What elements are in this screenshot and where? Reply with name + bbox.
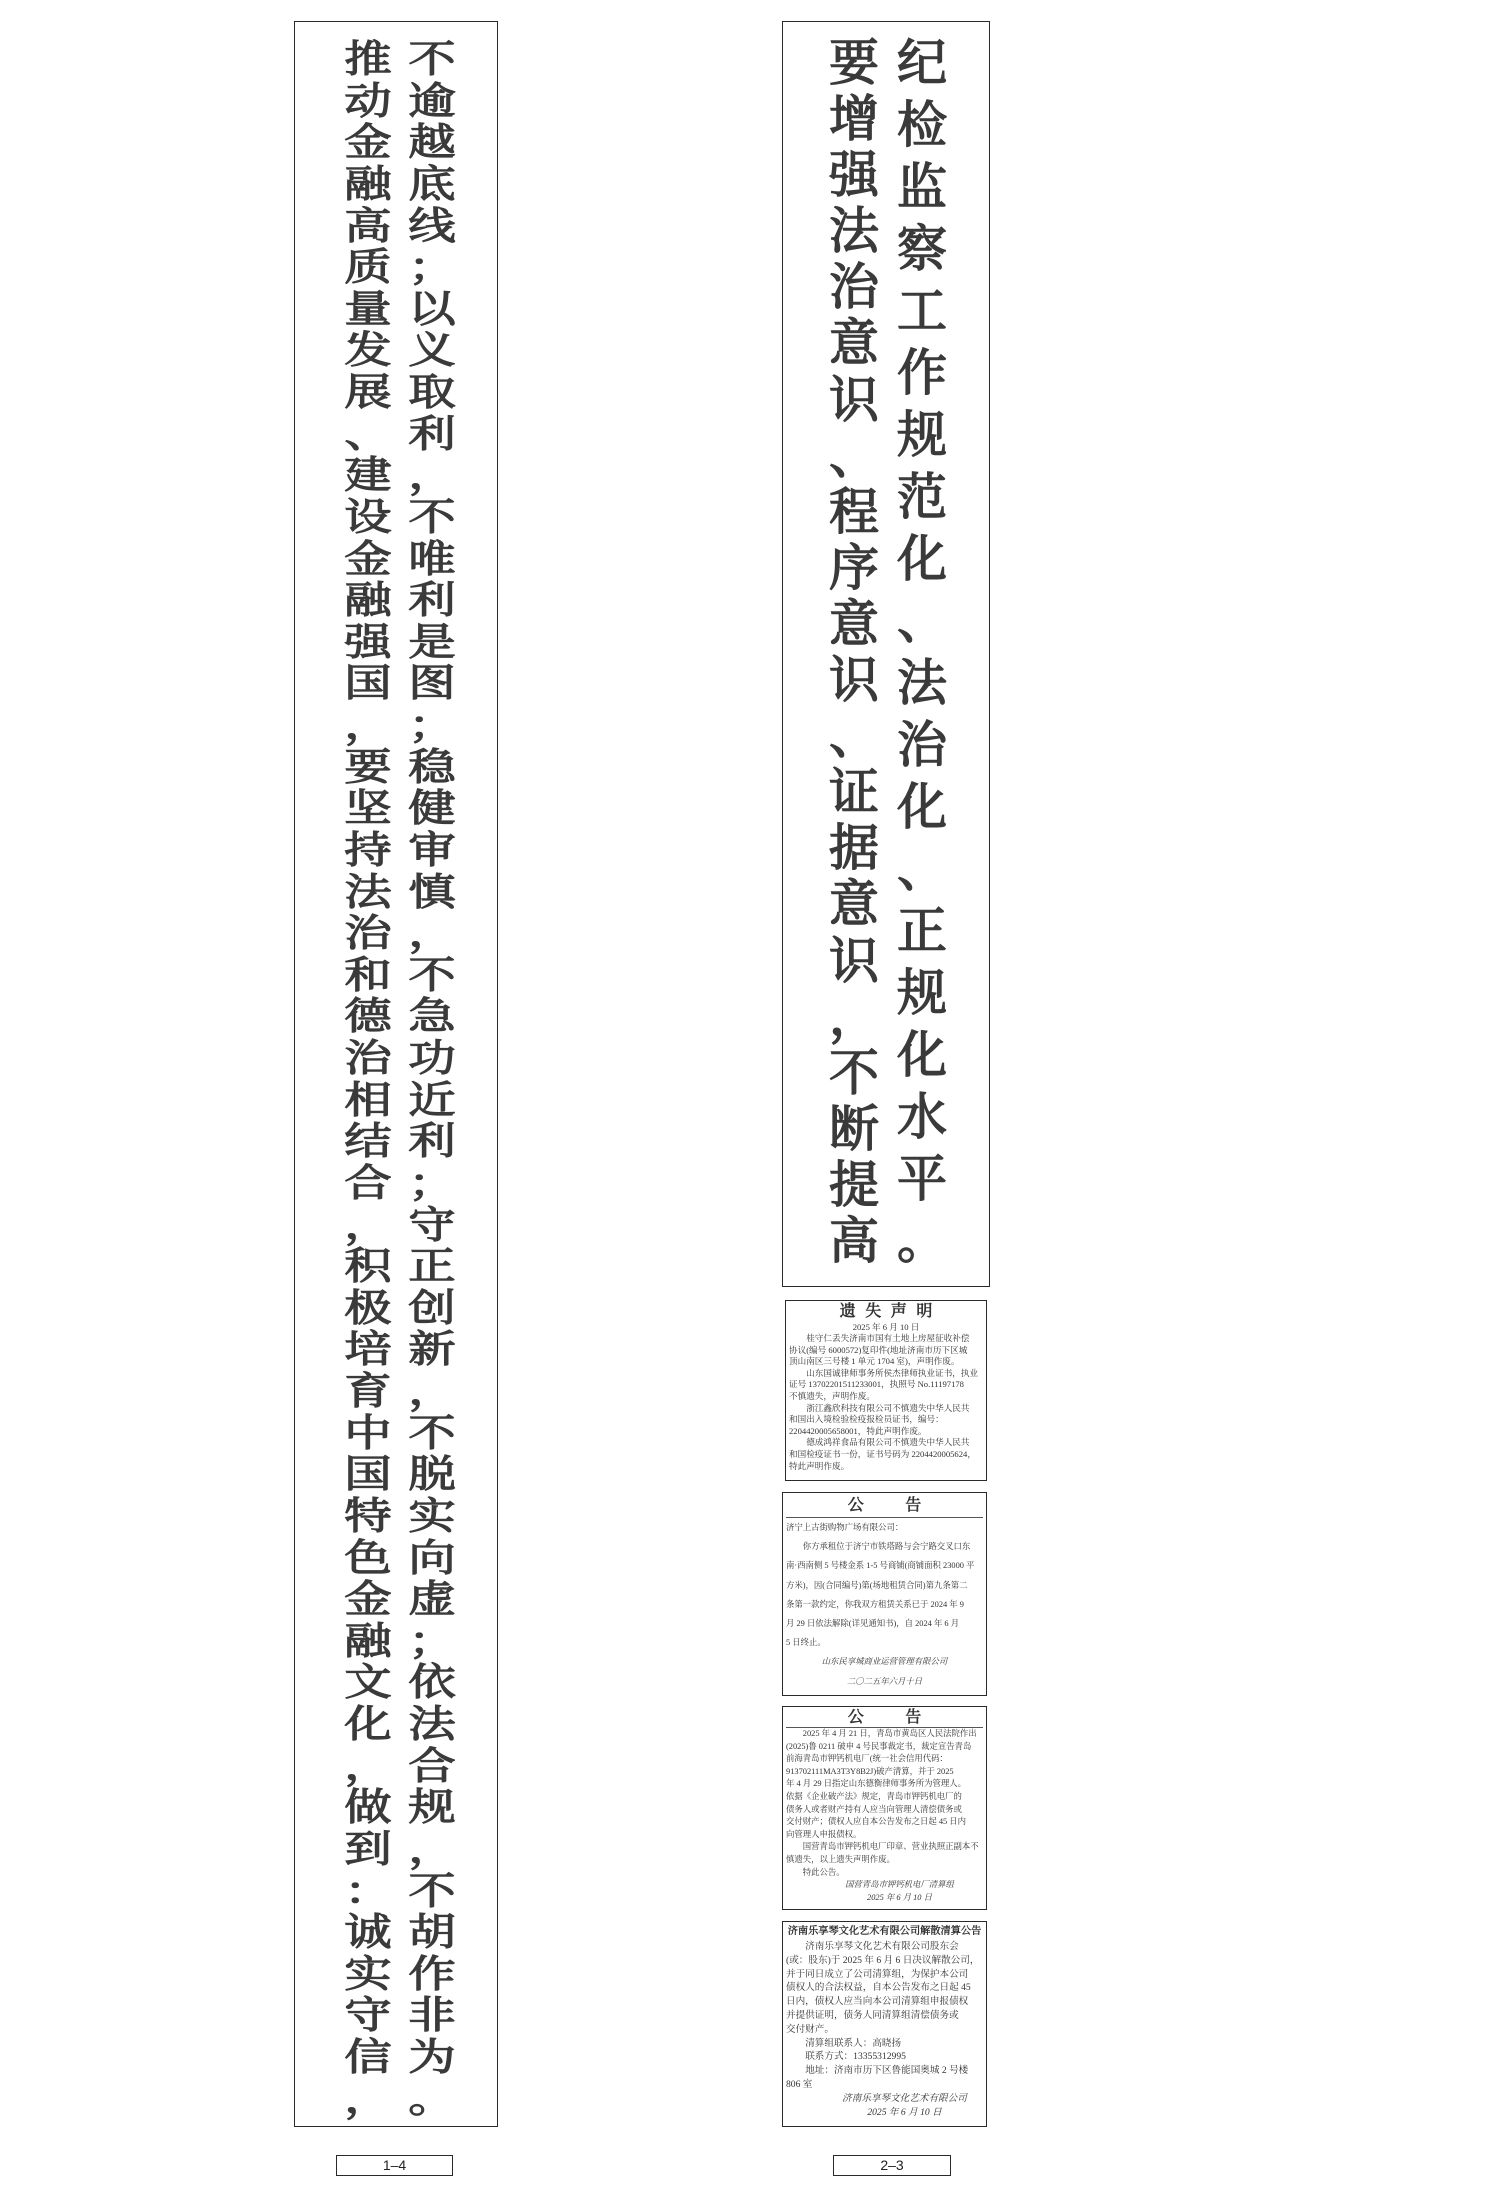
banner-character: 不	[408, 36, 456, 81]
left-banner-column-2	[402, 36, 462, 2121]
notice-line: 特此声明作废。	[789, 1460, 850, 1471]
banner-character: 高	[829, 1210, 879, 1270]
banner-character: ，	[408, 452, 456, 498]
notice-date: 二〇二五年六月十日	[846, 1676, 923, 1686]
notice-line: 方米)，因(合同编号)第(场地租赁合同)第九条第二	[786, 1580, 968, 1590]
banner-character: 向	[408, 1534, 456, 1580]
banner-character: 据	[829, 818, 879, 878]
banner-character: 要	[344, 743, 392, 789]
banner-character: 化	[897, 529, 947, 588]
banner-character: 正	[408, 1243, 456, 1289]
banner-character: 提	[829, 1154, 879, 1214]
banner-character: 强	[344, 618, 392, 664]
banner-character: 越	[408, 119, 456, 165]
banner-character: 到	[344, 1825, 392, 1871]
banner-character: 非	[408, 1992, 456, 2038]
banner-character: 量	[344, 285, 392, 331]
banner-character: 培	[344, 1326, 392, 1372]
banner-character: 水	[897, 1087, 947, 1146]
banner-character: 不	[408, 1867, 456, 1913]
banner-character: 法	[829, 201, 879, 261]
banner-character: 作	[897, 343, 947, 402]
banner-character: 发	[344, 327, 392, 373]
banner-character: 急	[408, 993, 456, 1039]
banner-character: 规	[408, 1784, 456, 1830]
notice-date: 2025 年 6 月 10 日	[852, 1322, 920, 1332]
lost-declaration-notice	[785, 1300, 987, 1481]
notice-paragraph	[786, 1940, 983, 2037]
banner-character: 、	[897, 591, 947, 650]
banner-character: 融	[344, 577, 392, 623]
banner-character: 化	[897, 1025, 947, 1084]
banner-character: 实	[408, 1492, 456, 1538]
notice-line: 并于同日成立了公司清算组，为保护本公司	[786, 1968, 969, 1980]
banner-character: 图	[408, 660, 456, 706]
banner-character: 序	[829, 537, 879, 597]
notice-line: 不慎遗失，声明作废。	[789, 1390, 875, 1401]
notice-line: 慎遗失，以上遗失声明作废。	[786, 1854, 895, 1864]
banner-character: 不	[408, 1409, 456, 1455]
notice-line: 顶山南区三号楼 1 单元 1704 室)，声明作废。	[789, 1356, 960, 1367]
banner-character: 结	[344, 1118, 392, 1164]
notice-paragraph	[789, 1437, 983, 1472]
banner-character: 推	[344, 36, 392, 81]
notice-line: 913702111MA3T3Y8B2J)破产清算，并于 2025	[786, 1766, 954, 1776]
banner-character: 增	[829, 89, 879, 149]
banner-character: ；	[408, 1617, 456, 1663]
banner-character: 证	[829, 762, 879, 822]
notice-line: 南·西南侧 5 号楼金系 1-5 号商铺(商铺面积 23000 平	[786, 1561, 975, 1571]
banner-character: 动	[344, 77, 392, 123]
banner-character: 断	[829, 1098, 879, 1158]
banner-character: 平	[897, 1149, 947, 1208]
banner-character: ，	[344, 702, 392, 747]
banner-character: 实	[344, 1950, 392, 1996]
notice-line: 交付财产。	[786, 2023, 834, 2035]
banner-character: 高	[344, 202, 392, 248]
notice-signature: 济南乐享琴文化艺术有限公司	[842, 2092, 967, 2104]
banner-character: 建	[344, 452, 392, 498]
notice-title: 济南乐享琴文化艺术有限公司解散清算公告	[787, 1926, 982, 1937]
banner-character: 利	[408, 577, 456, 623]
banner-character: ，	[408, 1368, 456, 1413]
notice-signature: 山东民享城商业运营管理有限公司	[821, 1657, 948, 1667]
banner-character: 唯	[408, 535, 456, 581]
banner-character: 检	[897, 95, 947, 154]
banner-character: 不	[408, 493, 456, 539]
banner-character: 为	[408, 2034, 456, 2079]
banner-character: 信	[344, 2034, 392, 2079]
banner-character: ，	[344, 1201, 392, 1247]
banner-character: 和	[344, 951, 392, 997]
right-banner-column-2	[897, 33, 947, 1270]
notice-line: 协议(编号 6000572)复印件(地址济南市历下区城	[789, 1344, 968, 1355]
notice-line: 和国检疫证书一份，证书号码为 2204420005624，	[789, 1448, 976, 1459]
notice-paragraph	[789, 1368, 983, 1403]
notice-line: 德成鸿祥食品有限公司不慎遗失中华人民共	[806, 1437, 970, 1448]
notice-line: 5 日终止。	[786, 1638, 826, 1648]
banner-character: 坚	[344, 785, 392, 831]
left-banner-column-1	[338, 36, 398, 2121]
banner-character: 察	[897, 219, 947, 278]
banner-character: 纪	[897, 33, 947, 92]
notice-line: 联系方式：13355312995	[805, 2051, 906, 2063]
banner-character: ；	[408, 244, 456, 290]
banner-character: 审	[408, 826, 456, 872]
banner-character: 极	[344, 1284, 392, 1330]
banner-character: 利	[408, 1118, 456, 1164]
notice-line: (2025)鲁 0211 破申 4 号民事裁定书，裁定宣告青岛	[786, 1741, 972, 1751]
banner-character: 不	[408, 951, 456, 997]
banner-character: 近	[408, 1076, 456, 1122]
banner-character: 、	[344, 410, 392, 456]
notice-title: 遗失声明	[839, 1303, 942, 1320]
notice-line: 并提供证明，债务人同清算组清偿债务或	[786, 2009, 959, 2021]
banner-character: 金	[344, 1576, 392, 1622]
notice-paragraph	[786, 1728, 983, 1841]
notice-title: 公告	[786, 1495, 983, 1518]
banner-character: 。	[897, 1211, 947, 1270]
notice-line: 桂守仁丢失济南市国有土地上房屋征收补偿	[806, 1333, 970, 1343]
notice-paragraph	[786, 1537, 983, 1652]
banner-character: 化	[344, 1701, 392, 1746]
banner-character: 识	[829, 930, 879, 990]
banner-character: 慎	[408, 868, 456, 914]
notice-date: 2025 年 6 月 10 日	[867, 1892, 932, 1902]
notice-line: 浙江鑫欣科技有限公司不慎遗失中华人民共	[806, 1402, 970, 1413]
right-banner-column-1	[829, 33, 879, 1270]
banner-character: 化	[897, 777, 947, 836]
banner-character: 金	[344, 535, 392, 581]
notice-line: 国营青岛市钾钙机电厂印章、营业执照正副本不	[802, 1842, 979, 1852]
notice-paragraph	[789, 1403, 983, 1438]
banner-character: 色	[344, 1534, 392, 1580]
banner-character: 治	[829, 257, 879, 317]
banner-character: 治	[344, 1035, 392, 1080]
banner-character: 识	[829, 369, 879, 429]
banner-character: 育	[344, 1368, 392, 1413]
banner-character: ；	[408, 1159, 456, 1205]
banner-character: 是	[408, 618, 456, 664]
banner-character: 范	[897, 467, 947, 526]
banner-character: ，	[829, 986, 879, 1046]
banner-character: 做	[344, 1784, 392, 1830]
notice-line: 年 4 月 29 日指定山东德衡律师事务所为管理人。	[786, 1779, 967, 1789]
banner-character: 德	[344, 993, 392, 1039]
banner-character: ；	[408, 702, 456, 747]
notice-line: 债务人或者财产持有人应当向管理人清偿债务或	[786, 1804, 962, 1814]
left-banner-panel	[294, 21, 498, 2127]
banner-character: 新	[408, 1326, 456, 1372]
page-number-left: 1–4	[336, 2155, 453, 2176]
notice-line: 济南乐享琴文化艺术有限公司股东会	[805, 1941, 959, 1952]
banner-character: 诚	[344, 1909, 392, 1955]
banner-character: 特	[344, 1492, 392, 1538]
banner-character: 不	[829, 1042, 879, 1102]
notice-line: 证号 13702201511233001，执照号 No.11197178	[789, 1379, 964, 1390]
notice-paragraph	[789, 1333, 983, 1368]
notice-line: 和国出入境检验检疫报检员证书，编号：	[789, 1414, 944, 1425]
banner-character: 、	[897, 839, 947, 898]
banner-character: 中	[344, 1409, 392, 1455]
notice-line: 交付财产；债权人应自本公告发布之日起 45 日内	[786, 1817, 967, 1827]
notice-address	[786, 2064, 983, 2092]
banner-character: 依	[408, 1659, 456, 1705]
banner-character: 逾	[408, 77, 456, 123]
notice-signature: 国营青岛市钾钙机电厂清算组	[845, 1880, 954, 1890]
banner-character: 规	[897, 963, 947, 1022]
banner-character: 持	[344, 826, 392, 872]
banner-character: 底	[408, 160, 456, 206]
banner-character: 线	[408, 202, 456, 248]
banner-character: 质	[344, 244, 392, 290]
notice-paragraph	[786, 1841, 983, 1866]
banner-character: 功	[408, 1035, 456, 1080]
notice-contact-person	[786, 2037, 983, 2051]
banner-character: 融	[344, 1617, 392, 1663]
banner-character: ，	[344, 2075, 392, 2121]
notice-line: 806 室	[786, 2078, 813, 2090]
banner-character: 义	[408, 327, 456, 373]
right-banner-panel	[782, 21, 990, 1287]
notice-line: (或：股东)于 2025 年 6 月 6 日决议解散公司，	[786, 1954, 980, 1966]
lease-termination-notice	[782, 1492, 987, 1696]
notice-paragraph	[786, 1867, 983, 1880]
notice-line: 向管理人申报债权。	[786, 1829, 862, 1839]
banner-character: 法	[897, 653, 947, 712]
banner-character: 、	[829, 425, 879, 485]
banner-character: 强	[829, 145, 879, 205]
banner-character: 识	[829, 650, 879, 710]
banner-character: 法	[408, 1701, 456, 1746]
notice-line: 清算组联系人：高晓扬	[805, 2037, 902, 2049]
dissolution-liquidation-notice	[782, 1921, 987, 2127]
banner-character: ，	[344, 1742, 392, 1788]
banner-character: 规	[897, 405, 947, 464]
banner-character: 设	[344, 493, 392, 539]
notice-line: 月 29 日依法解除(详见通知书)，自 2024 年 6 月	[786, 1619, 960, 1629]
banner-character: ：	[344, 1867, 392, 1913]
banner-character: 融	[344, 160, 392, 206]
notice-line: 日内，债权人应当向本公司清算组申报债权	[786, 1996, 969, 2008]
banner-character: 虚	[408, 1576, 456, 1622]
banner-character: 、	[829, 706, 879, 766]
banner-character: 治	[344, 910, 392, 956]
banner-character: 积	[344, 1243, 392, 1289]
bankruptcy-notice	[782, 1706, 987, 1910]
page-number-right: 2–3	[833, 2155, 951, 2176]
banner-character: 程	[829, 481, 879, 541]
banner-character: 工	[897, 281, 947, 340]
notice-line: 依据《企业破产法》规定，青岛市钾钙机电厂的	[786, 1791, 962, 1801]
banner-character: 胡	[408, 1909, 456, 1955]
banner-character: 取	[408, 369, 456, 414]
banner-character: 作	[408, 1950, 456, 1996]
banner-character: 正	[897, 901, 947, 960]
banner-character: 合	[344, 1159, 392, 1205]
notice-line: 2204420005658001，特此声明作废。	[789, 1425, 927, 1436]
banner-character: 利	[408, 410, 456, 456]
notice-date: 2025 年 6 月 10 日	[867, 2106, 942, 2118]
notice-contact-phone	[786, 2050, 983, 2064]
banner-character: 脱	[408, 1451, 456, 1497]
banner-character: 。	[408, 2075, 456, 2121]
banner-character: 法	[344, 868, 392, 914]
notice-line: 条第一款约定，你我双方租赁关系已于 2024 年 9	[786, 1599, 964, 1609]
notice-line: 地址：济南市历下区鲁能国奥城 2 号楼	[805, 2065, 969, 2077]
notice-line: 山东国诚律师事务所侯杰律师执业证书，执业	[806, 1367, 979, 1378]
banner-character: 合	[408, 1742, 456, 1788]
banner-character: 以	[408, 285, 456, 331]
banner-character: 国	[344, 1451, 392, 1497]
banner-character: 国	[344, 660, 392, 706]
banner-character: 守	[344, 1992, 392, 2038]
notice-title: 公告	[786, 1709, 983, 1728]
notice-line: 前海青岛市钾钙机电厂(统一社会信用代码：	[786, 1754, 948, 1764]
banner-character: ，	[408, 1825, 456, 1871]
banner-character: 文	[344, 1659, 392, 1705]
notice-line: 你方承租位于济宁市铁塔路与会宁路交叉口东	[802, 1542, 971, 1552]
banner-character: 要	[829, 33, 879, 92]
banner-character: ，	[408, 910, 456, 956]
banner-character: 稳	[408, 743, 456, 789]
banner-character: 健	[408, 785, 456, 831]
notice-line: 债权人的合法权益，自本公告发布之日起 45	[786, 1982, 971, 1994]
banner-character: 相	[344, 1076, 392, 1122]
banner-character: 意	[829, 874, 879, 934]
banner-character: 创	[408, 1284, 456, 1330]
notice-greeting: 济宁上古街购物广场有限公司：	[786, 1523, 904, 1532]
notice-line: 2025 年 4 月 21 日，青岛市黄岛区人民法院作出	[802, 1729, 977, 1738]
banner-character: 意	[829, 313, 879, 373]
banner-character: 展	[344, 369, 392, 414]
notice-line: 特此公告。	[802, 1867, 845, 1877]
banner-character: 意	[829, 593, 879, 653]
banner-character: 监	[897, 157, 947, 216]
banner-character: 守	[408, 1201, 456, 1247]
banner-character: 金	[344, 119, 392, 165]
banner-character: 治	[897, 715, 947, 774]
